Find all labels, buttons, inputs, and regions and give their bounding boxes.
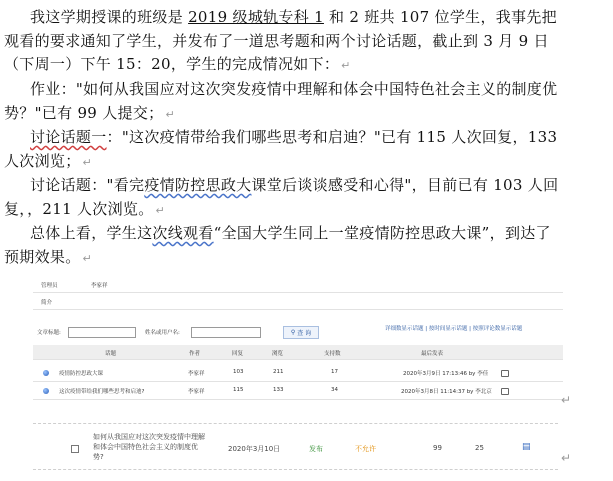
paragraph-topic-two <box>4 174 560 222</box>
topic-title[interactable]: 这次疫情带给我们哪些思考和启迪? <box>59 389 145 395</box>
homework-status: 发布 <box>309 445 323 453</box>
class-name-underlined: 2019 级城轨专科 1 <box>188 8 324 26</box>
table-row[interactable] <box>33 382 563 400</box>
paragraph-summary <box>4 222 560 270</box>
search-title-label: 文章标题: <box>37 330 61 336</box>
header-last-post: 最后发表 <box>421 351 444 357</box>
search-button-label: 查 询 <box>297 330 312 337</box>
homework-title-line1: 如何从我国应对这次突发疫情中理解 <box>93 433 205 441</box>
forum-screenshot <box>33 276 563 404</box>
homework-allow: 不允许 <box>355 445 376 453</box>
paragraph-topic-one <box>4 126 560 174</box>
paragraph-intro <box>4 6 560 78</box>
stats-icon[interactable]: ▤ <box>522 442 531 452</box>
edit-icon[interactable] <box>501 370 509 377</box>
homework-count-submitted: 99 <box>433 444 442 452</box>
manager-label: 管理员 <box>41 283 58 289</box>
topic-last-post: 2020年3月9日 17:13:46 by 李佳 <box>403 371 489 377</box>
homework-title[interactable] <box>93 432 205 462</box>
search-icon: ⚲ <box>290 329 296 336</box>
homework-title-line2: 和体会中国特色社会主义的制度优 <box>93 443 198 451</box>
summary-pre: 总体上看，学生这 <box>30 224 153 242</box>
paragraph-mark: ↵ <box>561 393 572 407</box>
topic-replies: 103 <box>233 369 244 375</box>
topic-title[interactable]: 疫情防控思政大课 <box>59 371 104 377</box>
paragraph-homework <box>4 78 560 126</box>
row-checkbox[interactable] <box>71 445 79 453</box>
topic-last-post: 2020年3月8日 11:14:37 by 李北京 <box>401 389 492 395</box>
topic-likes: 34 <box>331 387 338 393</box>
search-user-label: 姓名或用户名: <box>145 330 180 336</box>
header-likes: 支持数 <box>324 351 341 357</box>
search-button[interactable] <box>283 326 319 339</box>
topic-bullet-icon <box>43 388 49 394</box>
topic-one-text: ："这次疫情带给我们哪些思考和启迪？"已有 115 人次回复，133 人次浏览； <box>4 128 558 170</box>
topic-likes: 17 <box>331 369 338 375</box>
topic-author: 李家祥 <box>188 389 205 395</box>
sort-links[interactable]: 详细数显示话题 | 按时间显示话题 | 按照评论数显示话题 <box>385 326 523 332</box>
intro-before: 我这学期授课的班级是 <box>30 8 189 26</box>
topic-replies: 115 <box>233 387 244 393</box>
paragraph-mark: ↵ <box>341 59 351 72</box>
homework-screenshot <box>33 423 558 471</box>
row-divider <box>33 423 558 424</box>
intro-row <box>33 293 563 310</box>
row-divider <box>33 469 558 470</box>
paragraph-mark: ↵ <box>561 451 572 465</box>
search-user-input[interactable] <box>191 327 261 338</box>
header-replies: 回复 <box>232 351 244 357</box>
manager-value: 李家祥 <box>91 283 108 289</box>
homework-text: 作业："如何从我国应对这次突发疫情中理解和体会中国特色社会主义的制度优势？"已有 99 人提交； <box>4 80 558 122</box>
topic-one-label: 讨论话题一 <box>30 128 107 146</box>
topic-two-pre: 讨论话题："看完 <box>30 176 145 194</box>
homework-title-line3: 势? <box>93 453 104 461</box>
paragraph-mark: ↵ <box>82 155 93 169</box>
table-header <box>33 345 563 360</box>
search-title-input[interactable] <box>68 327 136 338</box>
edit-icon[interactable] <box>501 388 509 395</box>
header-author: 作者 <box>189 351 201 357</box>
topic-bullet-icon <box>43 370 49 376</box>
topic-author: 李家祥 <box>188 371 205 377</box>
intro-after: 和 2 班共 107 位学生，我事先把观看的要求通知了学生，并发布了一道思考题和两个讨论话题，截止到 3 月 9 日（下周一）下午 15：20，学生的完成情况如下： <box>4 8 557 73</box>
paragraph-mark: ↵ <box>165 107 175 121</box>
topic-two-underlined: 疫情防控思政大 <box>144 176 252 194</box>
topic-views: 133 <box>273 387 284 393</box>
homework-count-other: 25 <box>475 444 484 452</box>
summary-post: “全国大学生同上一堂疫情防控思政大课”，到达了预期效果。 <box>4 224 551 266</box>
intro-label: 简介 <box>41 300 53 306</box>
topic-views: 211 <box>273 369 284 375</box>
manager-row <box>33 276 563 293</box>
paragraph-mark: ↵ <box>82 251 93 265</box>
table-row[interactable] <box>33 364 563 382</box>
homework-date: 2020年3月10日 <box>228 445 281 453</box>
paragraph-mark: ↵ <box>155 203 166 217</box>
summary-underlined: 次线观看 <box>152 224 214 242</box>
topic-two-post: 课堂后谈谈感受和心得"，目前已有 103 人回复，，211 人次浏览。 <box>4 176 559 218</box>
header-topic: 话题 <box>105 351 117 357</box>
header-views: 浏览 <box>272 351 284 357</box>
